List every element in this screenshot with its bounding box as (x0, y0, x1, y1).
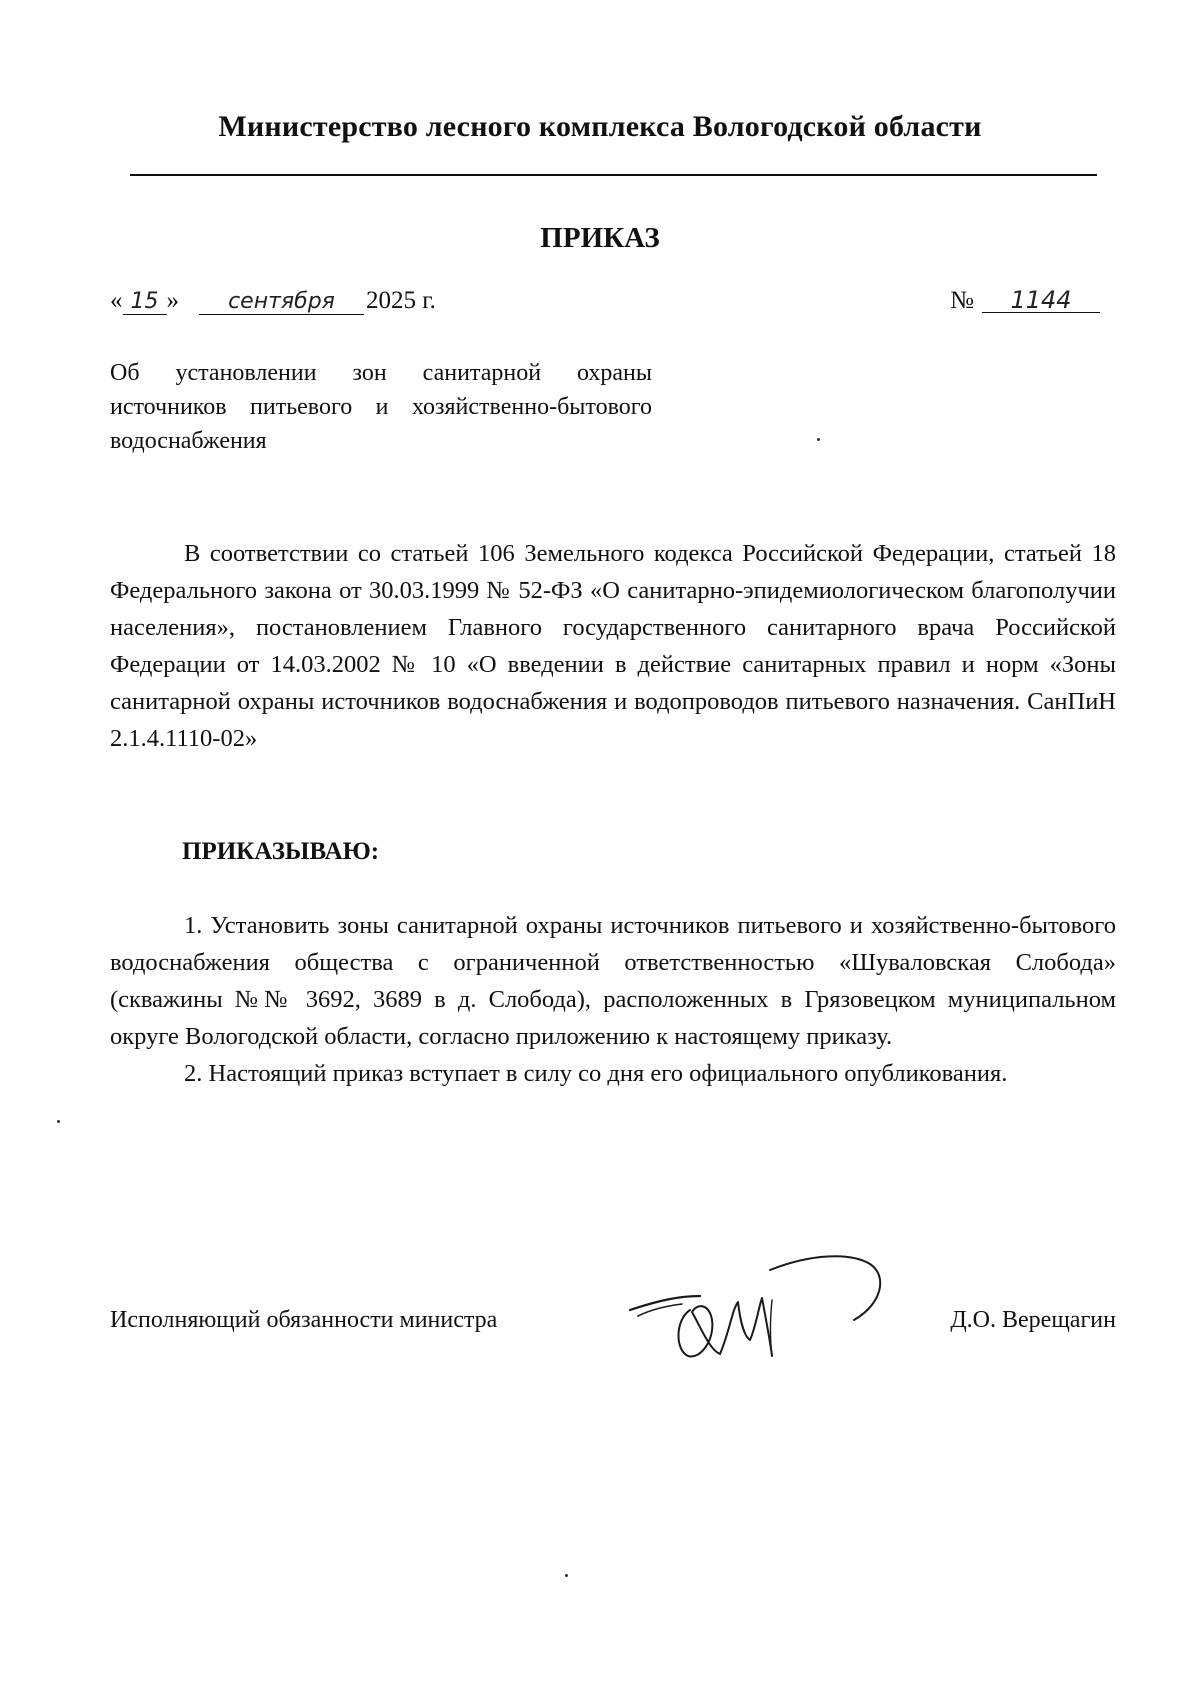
date-open-quote: « (110, 287, 123, 314)
signatory-name: Д.О. Верещагин (950, 1307, 1116, 1333)
order-item-2: 2. Настоящий приказ вступает в силу со дня его официального опубликования. (184, 1060, 1008, 1087)
scan-speck (565, 1574, 568, 1577)
number-sign: № (950, 287, 974, 314)
header-divider (130, 174, 1097, 176)
scan-speck (57, 1120, 60, 1123)
order-item-1: 1. Установить зоны санитарной охраны источников питьевого и хозяйственно-бытового водоснабжения общества с ограниченной ответственностью «Шуваловская Слобода» (скважины №№ 3692, 3689 в д. Слобода), расположенных в Грязовецком муниципальном округе Вологодской области, согласно приложению к настоящему приказу. (110, 912, 1116, 1050)
ministry-title: Министерство лесного комплекса Вологодской области (218, 110, 982, 143)
document-type: ПРИКАЗ (540, 222, 660, 254)
signatory-role: Исполняющий обязанности министра (110, 1307, 498, 1333)
order-number (950, 287, 1100, 315)
date-close-quote: » (166, 287, 179, 314)
basis-text: В соответствии со статьей 106 Земельного кодекса Российской Федерации, статьей 18 Федерального закона от 30.03.1999 № 52-ФЗ «О санитарно-эпидемиологическом благополучии населения», постановлением Главного государственного санитарного врача Российской Федерации от 14.03.2002 № 10 «О введении в действие санитарных правил и норм «Зоны санитарной охраны источников водоснабжения и водопроводов питьевого назначения. СанПиН 2.1.4.1110-02» (110, 540, 1116, 752)
date-day-handwritten: 15 (123, 290, 167, 315)
order-items (110, 907, 1116, 1092)
basis-paragraph (110, 535, 1116, 757)
handwritten-signature (620, 1240, 910, 1370)
date-year: 2025 г. (366, 287, 436, 314)
scan-speck (817, 438, 820, 441)
order-date (110, 287, 436, 315)
date-month-handwritten: сентября (199, 290, 364, 315)
number-handwritten: 1144 (982, 288, 1100, 313)
order-word: ПРИКАЗЫВАЮ: (182, 838, 380, 865)
order-subject: Об установлении зон санитарной охраны источников питьевого и хозяйственно-бытового водоснабжения (110, 360, 652, 454)
